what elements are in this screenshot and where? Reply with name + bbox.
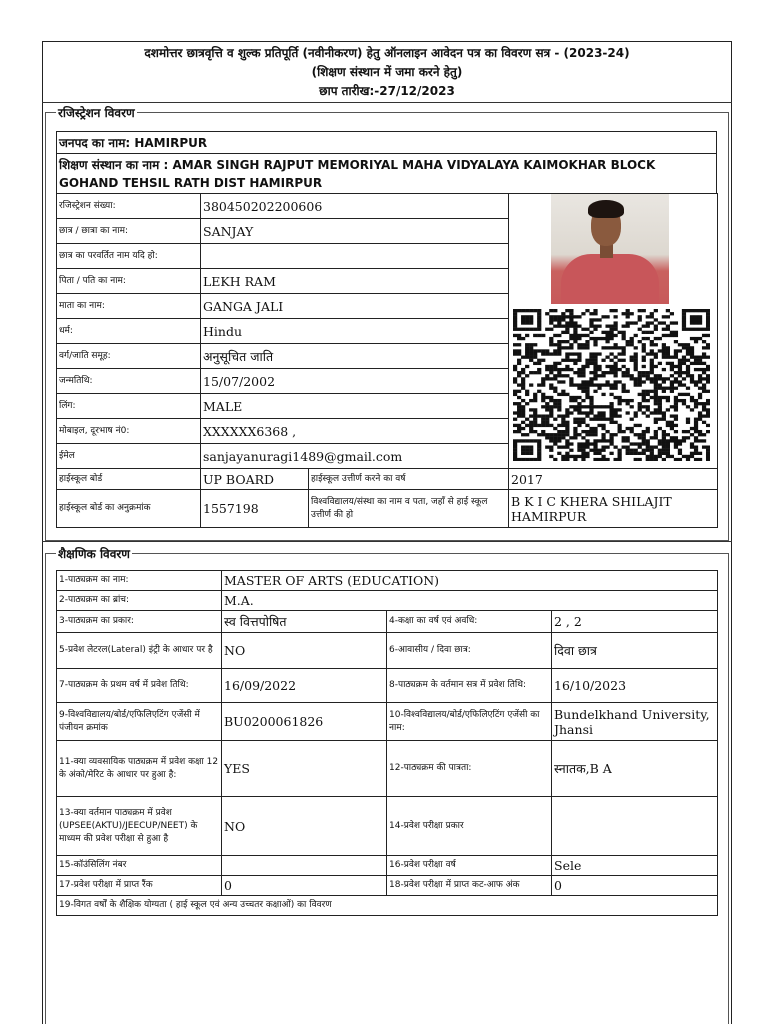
academic-row [57,741,718,797]
registration-legend: रजिस्ट्रेशन विवरण [58,106,135,120]
previous-education-label: 19-विगत वर्षों के शैक्षिक योग्यता ( हाई स्कूल एवं अन्य उच्चतर कक्षाओं) का विवरण [57,896,718,916]
hs-school-label: विश्वविद्यालय/संस्था का नाम व पता, जहाँ से हाई स्कूल उत्तीर्ण की हो [309,490,509,528]
hs-school-value: B K I C KHERA SHILAJIT HAMIRPUR [509,490,718,528]
section-divider [42,541,732,542]
registration-field-label: धर्म: [57,319,201,344]
academic-field-label: 3-पाठ्यक्रम का प्रकार: [57,611,222,633]
academic-field-value: 2 , 2 [552,611,718,633]
registration-field-label: जन्मतिथि: [57,369,201,394]
academic-row [57,633,718,669]
registration-field-value: Hindu [201,319,509,344]
academic-row [57,669,718,703]
academic-field-label: 8-पाठ्यक्रम के वर्तमान सत्र में प्रवेश तिथि: [387,669,552,703]
student-photo [551,194,669,304]
academic-field-value: Sele [552,856,718,876]
academic-field-label: 16-प्रवेश परीक्षा वर्ष [387,856,552,876]
highschool-row [57,490,718,528]
academic-field-label: 14-प्रवेश परीक्षा प्रकार [387,797,552,856]
academic-field-value: 0 [552,876,718,896]
academic-row [57,856,718,876]
print-date: छाप तारीख:-27/12/2023 [319,84,455,98]
hs-roll-value: 1557198 [201,490,309,528]
academic-row [57,797,718,856]
academic-field-label: 12-पाठ्यक्रम की पात्रता: [387,741,552,797]
academic-row [57,876,718,896]
highschool-row [57,469,718,490]
registration-field-label: ईमेल [57,444,201,469]
registration-field-value: sanjayanuragi1489@gmail.com [201,444,509,469]
academic-field-value: NO [222,633,387,669]
hs-board-value: UP BOARD [201,469,309,490]
academic-field-value [552,797,718,856]
academic-field-label: 10-विश्वविद्यालय/बोर्ड/एफिलिएटिंग एजेंसी का नाम: [387,703,552,741]
academic-field-label: 5-प्रवेश लेटरल(Lateral) इंट्री के आधार पर है [57,633,222,669]
academic-field-value: 16/09/2022 [222,669,387,703]
hs-board-label: हाईस्कूल बोर्ड [57,469,201,490]
registration-field-label: छात्र / छात्रा का नाम: [57,219,201,244]
academic-field-label: 13-क्या वर्तमान पाठ्यक्रम में प्रवेश (UPSEE(AKTU)/JEECUP/NEET) के माध्यम की प्रवेश परीक्षा से हुआ है [57,797,222,856]
academic-field-value: स्नातक,B A [552,741,718,797]
academic-field-value: NO [222,797,387,856]
registration-field-label: माता का नाम: [57,294,201,319]
academic-field-value: BU0200061826 [222,703,387,741]
course-name-label: 1-पाठ्यक्रम का नाम: [57,571,222,591]
hs-year-label: हाईस्कूल उत्तीर्ण करने का वर्ष [309,469,509,490]
registration-field-label: छात्र का परवर्तित नाम यदि हो: [57,244,201,269]
registration-header-table [56,131,717,194]
registration-field-value: GANGA JALI [201,294,509,319]
registration-field-value: 15/07/2002 [201,369,509,394]
registration-field-value: LEKH RAM [201,269,509,294]
academic-field-value [222,856,387,876]
district-cell: जनपद का नाम: HAMIRPUR [57,132,717,154]
academic-field-label: 18-प्रवेश परीक्षा में प्राप्त कट-आफ अंक [387,876,552,896]
academic-field-label: 11-क्या व्यवसायिक पाठ्यक्रम में प्रवेश कक्षा 12 के अंको/मेरिट के आधार पर हुआ है: [57,741,222,797]
header-title: दशमोत्तर छात्रवृत्ति व शुल्क प्रतिपूर्ति (नवीनीकरण) हेतु ऑनलाइन आवेदन पत्र का विवरण सत्र - (2023-24) [144,46,630,60]
academic-field-value: 0 [222,876,387,896]
registration-field-value: अनुसूचित जाति [201,344,509,369]
registration-field-label: लिंग: [57,394,201,419]
document-header [42,41,732,103]
course-name-value: MASTER OF ARTS (EDUCATION) [222,571,718,591]
registration-field-label: वर्ग/जाति समूह: [57,344,201,369]
academic-field-value: 16/10/2023 [552,669,718,703]
hs-year-value: 2017 [509,469,718,490]
registration-field-label: पिता / पति का नाम: [57,269,201,294]
academic-field-label: 17-प्रवेश परीक्षा में प्राप्त रैंक [57,876,222,896]
academic-field-label: 15-कॉउंसिलिंग नंबर [57,856,222,876]
academic-field-label: 7-पाठ्यक्रम के प्रथम वर्ष में प्रवेश तिथि: [57,669,222,703]
academic-row [57,611,718,633]
header-subtitle: (शिक्षण संस्थान में जमा करने हेतु) [311,65,463,79]
institution-cell: शिक्षण संस्थान का नाम : AMAR SINGH RAJPUT MEMORIYAL MAHA VIDYALAYA KAIMOKHAR BLOCK GOHAND TEHSIL RATH DIST HAMIRPUR [57,154,717,194]
hs-roll-label: हाईस्कूल बोर्ड का अनुक्रमांक [57,490,201,528]
academic-field-value: Bundelkhand University, Jhansi [552,703,718,741]
registration-field-value: 380450202200606 [201,194,509,219]
registration-field-value: SANJAY [201,219,509,244]
academic-row [57,896,718,916]
registration-field-label: रजिस्ट्रेशन संख्या: [57,194,201,219]
academic-field-label: 9-विश्वविद्यालय/बोर्ड/एफिलिएटिंग एजेंसी में पंजीयन क्रमांक [57,703,222,741]
academic-field-label: 6-आवासीय / दिवा छात्र: [387,633,552,669]
registration-field-value: MALE [201,394,509,419]
academic-details-table [56,570,718,916]
course-branch-label: 2-पाठ्यक्रम का ब्रांच: [57,591,222,611]
course-branch-value: M.A. [222,591,718,611]
registration-field-label: मोबाइल, दूरभाष नं0: [57,419,201,444]
academic-field-label: 4-कक्षा का वर्ष एवं अवधि: [387,611,552,633]
academic-field-value: YES [222,741,387,797]
academic-legend: शैक्षणिक विवरण [58,547,130,561]
qr-code [513,309,710,461]
registration-field-value [201,244,509,269]
academic-row [57,703,718,741]
academic-field-value: दिवा छात्र [552,633,718,669]
academic-field-value: स्व वित्तपोषित [222,611,387,633]
registration-field-value: XXXXXX6368 , [201,419,509,444]
